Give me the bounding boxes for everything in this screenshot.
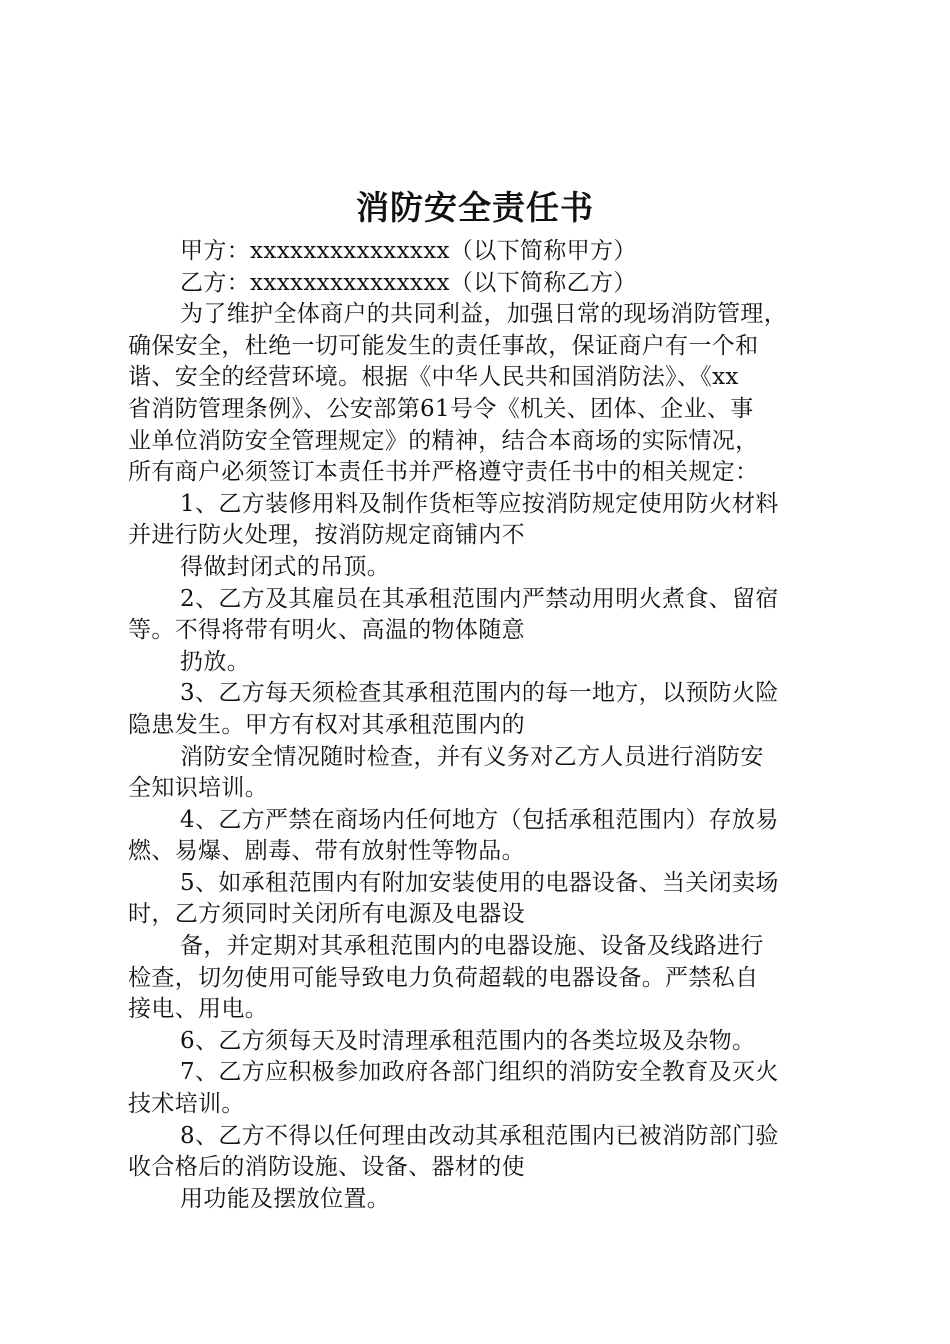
body-line: 收合格后的消防设施、设备、器材的使: [128, 1154, 525, 1181]
body-line: 3、乙方每天须检查其承租范围内的每一地方，以预防火险: [180, 680, 779, 707]
body-line: 全知识培训。: [128, 775, 269, 802]
body-line: 检查，切勿使用可能导致电力负荷超载的电器设备。严禁私自: [128, 964, 759, 991]
body-line: 7、乙方应积极参加政府各部门组织的消防安全教育及灭火: [180, 1059, 779, 1086]
body-line: 隐患发生。甲方有权对其承租范围内的: [128, 711, 525, 738]
body-line: 业单位消防安全管理规定》的精神，结合本商场的实际情况，: [128, 427, 759, 454]
body-line: 8、乙方不得以任何理由改动其承租范围内已被消防部门验: [180, 1122, 779, 1149]
body-line: 等。不得将带有明火、高温的物体随意: [128, 617, 525, 644]
body-line: 2、乙方及其雇员在其承租范围内严禁动用明火煮食、留宿: [180, 585, 779, 612]
body-line: 技术培训。: [128, 1091, 245, 1118]
body-line: 时，乙方须同时关闭所有电源及电器设: [128, 901, 525, 928]
body-line: 消防安全情况随时检查，并有义务对乙方人员进行消防安: [180, 743, 764, 770]
body-line: 省消防管理条例》、公安部第61号令《机关、团体、企业、事: [128, 395, 754, 422]
body-line: 并进行防火处理，按消防规定商铺内不: [128, 522, 525, 549]
document-body: [128, 236, 840, 1215]
body-line: 接电、用电。: [128, 996, 269, 1023]
body-line: 6、乙方须每天及时清理承租范围内的各类垃圾及杂物。: [180, 1027, 756, 1054]
body-line: 确保安全，杜绝一切可能发生的责任事故，保证商户有一个和: [128, 332, 759, 359]
body-line: 扔放。: [180, 648, 251, 675]
document-title: 消防安全责任书: [356, 188, 594, 227]
body-line: 为了维护全体商户的共同利益，加强日常的现场消防管理，: [180, 301, 788, 328]
body-line: 1、乙方装修用料及制作货柜等应按消防规定使用防火材料: [180, 490, 779, 517]
body-line: 得做封闭式的吊顶。: [180, 553, 391, 580]
body-line: 备，并定期对其承租范围内的电器设施、设备及线路进行: [180, 933, 764, 960]
body-line: 乙方：xxxxxxxxxxxxxxx（以下简称乙方）: [180, 269, 637, 296]
body-line: 燃、易爆、剧毒、带有放射性等物品。: [128, 838, 525, 865]
body-line: 4、乙方严禁在商场内任何地方（包括承租范围内）存放易: [180, 806, 779, 833]
body-line: 用功能及摆放位置。: [180, 1185, 391, 1212]
body-line: 5、如承租范围内有附加安装使用的电器设备、当关闭卖场: [180, 869, 779, 896]
body-line: 谐、安全的经营环境。根据《中华人民共和国消防法》、《xx: [128, 364, 739, 391]
body-line: 甲方：xxxxxxxxxxxxxxx（以下简称甲方）: [180, 238, 637, 264]
body-line: 所有商户必须签订本责任书并严格遵守责任书中的相关规定：: [128, 459, 759, 486]
